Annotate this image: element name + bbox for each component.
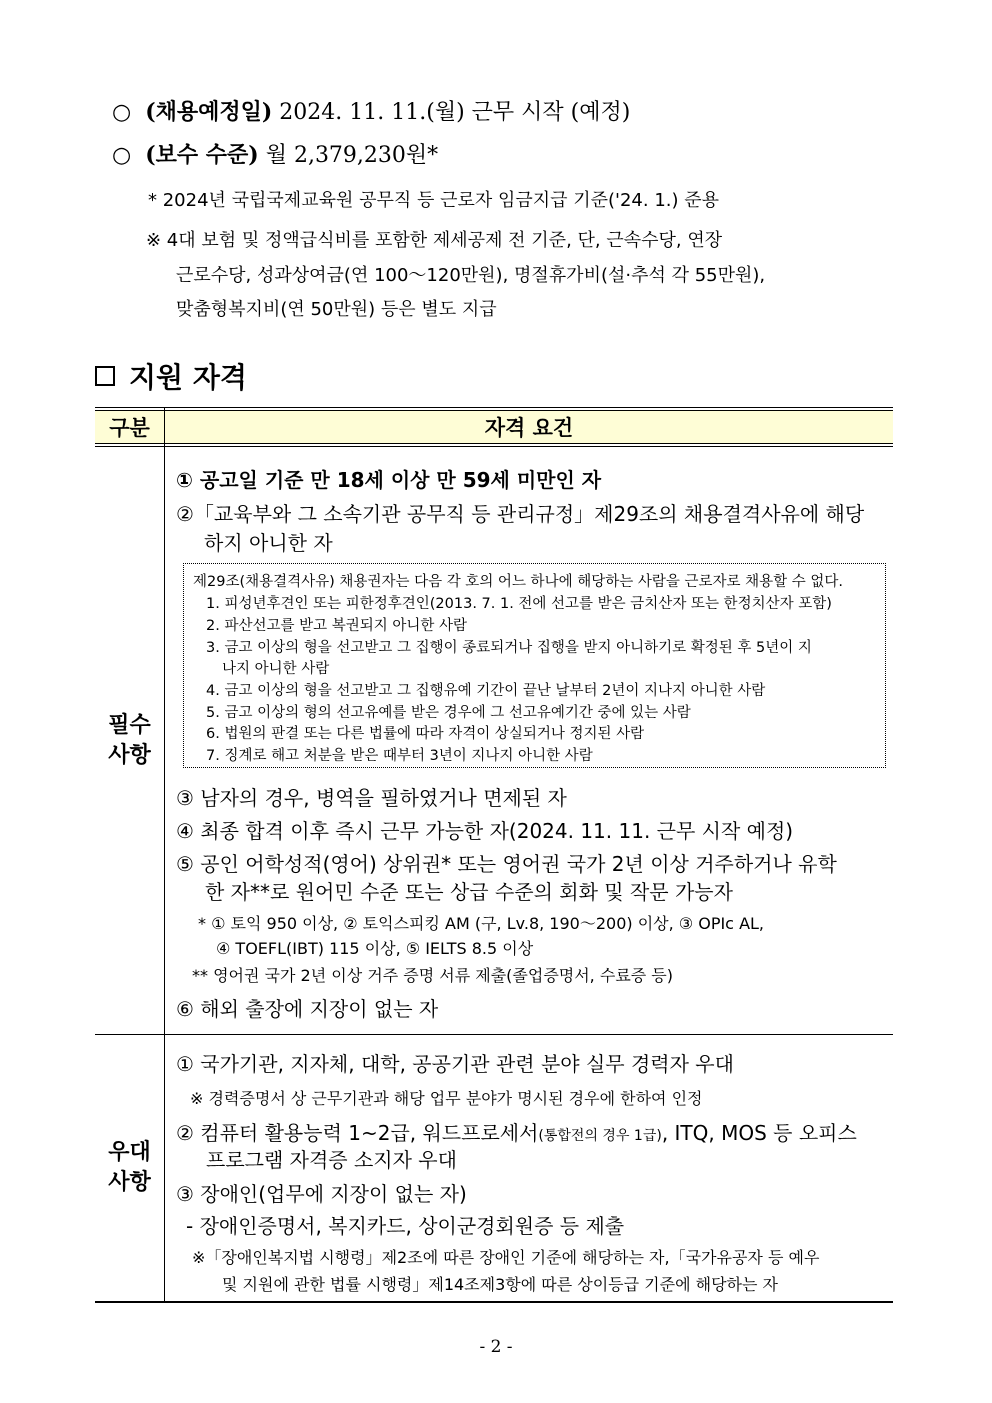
- rule-5: 5. 금고 이상의 형의 선고유예를 받은 경우에 그 선고유예기간 중에 있는 사람: [206, 705, 691, 721]
- preferred-item-1: ① 국가기관, 지자체, 대학, 공공기관 관련 분야 실무 경력자 우대: [176, 1052, 734, 1076]
- salary-note-2-line2: 근로수당, 성과상여금(연 100～120만원), 명절휴가비(설·추석 각 55만원),: [176, 265, 766, 286]
- rule-title: 제29조(채용결격사유) 채용권자는 다음 각 호의 어느 하나에 해당하는 사람을 근로자로 채용할 수 없다.: [193, 574, 843, 590]
- required-item-5-line2: 한 자**로 원어민 수준 또는 상급 수준의 회화 및 작문 가능자: [205, 880, 733, 904]
- required-item-1: ① 공고일 기준 만 18세 이상 만 59세 미만인 자: [176, 468, 602, 492]
- language-score-note-line2: ④ TOEFL(IBT) 115 이상, ⑤ IELTS 8.5 이상: [216, 939, 534, 958]
- section-heading: [95, 356, 247, 396]
- salary-note-2-line1: ※ 4대 보험 및 정액급식비를 포함한 제세공제 전 기준, 단, 근속수당, 연장: [146, 230, 723, 251]
- salary-value: 월 2,379,230원*: [265, 143, 439, 168]
- required-item-4: ④ 최종 합격 이후 즉시 근무 가능한 자(2024. 11. 11. 근무 시작 예정): [176, 819, 794, 843]
- disability-note-line1: ※「장애인복지법 시행령」제2조에 따른 장애인 기준에 해당하는 자,「국가유공자 등 예우: [192, 1248, 820, 1267]
- preferred-item-2-part-c: , ITQ, MOS 등 오피스: [661, 1121, 857, 1145]
- bullet-marker: ○: [112, 143, 132, 168]
- category-preferred-line1: 우대: [108, 1140, 151, 1166]
- category-required-line2: 사항: [108, 742, 151, 768]
- page-number: - 2 -: [479, 1337, 513, 1357]
- required-item-2-line2: 하지 아니한 자: [204, 531, 333, 555]
- table-row-divider: [95, 1034, 893, 1035]
- hiring-date-line: [112, 95, 630, 126]
- residence-proof-note: ** 영어권 국가 2년 이상 거주 증명 서류 제출(졸업증명서, 수료증 등): [192, 966, 674, 985]
- salary-line: [112, 138, 438, 169]
- preferred-item-3-sub: - 장애인증명서, 복지카드, 상이군경회원증 등 제출: [186, 1214, 625, 1238]
- salary-label: (보수 수준): [145, 142, 259, 168]
- preferred-item-2-part-a: ② 컴퓨터 활용능력 1~2급, 워드프로세서: [176, 1121, 539, 1145]
- preferred-item-2-line2: 프로그램 자격증 소지자 우대: [206, 1148, 457, 1172]
- required-item-5-line1: ⑤ 공인 어학성적(영어) 상위권* 또는 영어권 국가 2년 이상 거주하거나 유학: [176, 852, 837, 876]
- salary-note-2-line3: 맞춤형복지비(연 50만원) 등은 별도 지급: [176, 299, 497, 320]
- section-title: 지원 자격: [129, 361, 247, 394]
- language-score-note-line1: * ① 토익 950 이상, ② 토익스피킹 AM (구, Lv.8, 190～200) 이상, ③ OPIc AL,: [198, 914, 765, 933]
- table-header-requirements: 자격 요건: [484, 416, 574, 440]
- hiring-date-value: 2024. 11. 11.(월) 근무 시작 (예정): [279, 100, 631, 125]
- salary-note-1: * 2024년 국립국제교육원 공무직 등 근로자 임금지급 기준('24. 1.) 준용: [148, 190, 720, 211]
- preferred-item-3: ③ 장애인(업무에 지장이 없는 자): [176, 1182, 467, 1206]
- category-preferred: [95, 1035, 164, 1301]
- category-required: [95, 447, 164, 1034]
- table-bottom-rule: [95, 1301, 893, 1303]
- rule-4: 4. 금고 이상의 형을 선고받고 그 집행유예 기간이 끝난 날부터 2년이 지나지 아니한 사람: [206, 683, 766, 699]
- bullet-marker: ○: [112, 100, 132, 125]
- table-header-category: 구분: [109, 416, 150, 440]
- preferred-item-1-note: ※ 경력증명서 상 근무기관과 해당 업무 분야가 명시된 경우에 한하여 인정: [190, 1089, 703, 1108]
- rule-6: 6. 법원의 판결 또는 다른 법률에 따라 자격이 상실되거나 정지된 사람: [206, 726, 645, 742]
- preferred-item-2-line1: [176, 1117, 857, 1146]
- category-preferred-line2: 사항: [108, 1170, 151, 1195]
- required-item-3: ③ 남자의 경우, 병역을 필하였거나 면제된 자: [176, 786, 567, 810]
- rule-3-line1: 3. 금고 이상의 형을 선고받고 그 집행이 종료되거나 집행을 받지 아니하기로 확정된 후 5년이 지: [206, 640, 812, 656]
- table-header-rule: [95, 443, 893, 444]
- table-header-rule-inner: [95, 446, 893, 447]
- rule-3-line2: 나지 아니한 사람: [222, 661, 330, 677]
- preferred-item-2-part-b: (통합전의 경우 1급): [538, 1128, 662, 1144]
- rule-1: 1. 피성년후견인 또는 피한정후견인(2013. 7. 1. 전에 선고를 받은 금치산자 또는 한정치산자 포함): [206, 596, 832, 612]
- rule-7: 7. 징계로 해고 처분을 받은 때부터 3년이 지나지 아니한 사람: [206, 748, 593, 764]
- hiring-date-label: (채용예정일): [145, 99, 273, 125]
- rule-2: 2. 파산선고를 받고 복권되지 아니한 사람: [206, 618, 467, 634]
- required-item-6: ⑥ 해외 출장에 지장이 없는 자: [176, 997, 439, 1021]
- table-column-divider: [164, 407, 165, 1303]
- table-top-rule: [95, 407, 893, 408]
- disability-note-line2: 및 지원에 관한 법률 시행령」제14조제3항에 따른 상이등급 기준에 해당하는 자: [222, 1275, 778, 1294]
- required-item-2-line1: ②「교육부와 그 소속기관 공무직 등 관리규정」제29조의 채용결격사유에 해당: [176, 502, 865, 526]
- checkbox-square-icon: [95, 366, 115, 386]
- category-required-line1: 필수: [108, 712, 151, 738]
